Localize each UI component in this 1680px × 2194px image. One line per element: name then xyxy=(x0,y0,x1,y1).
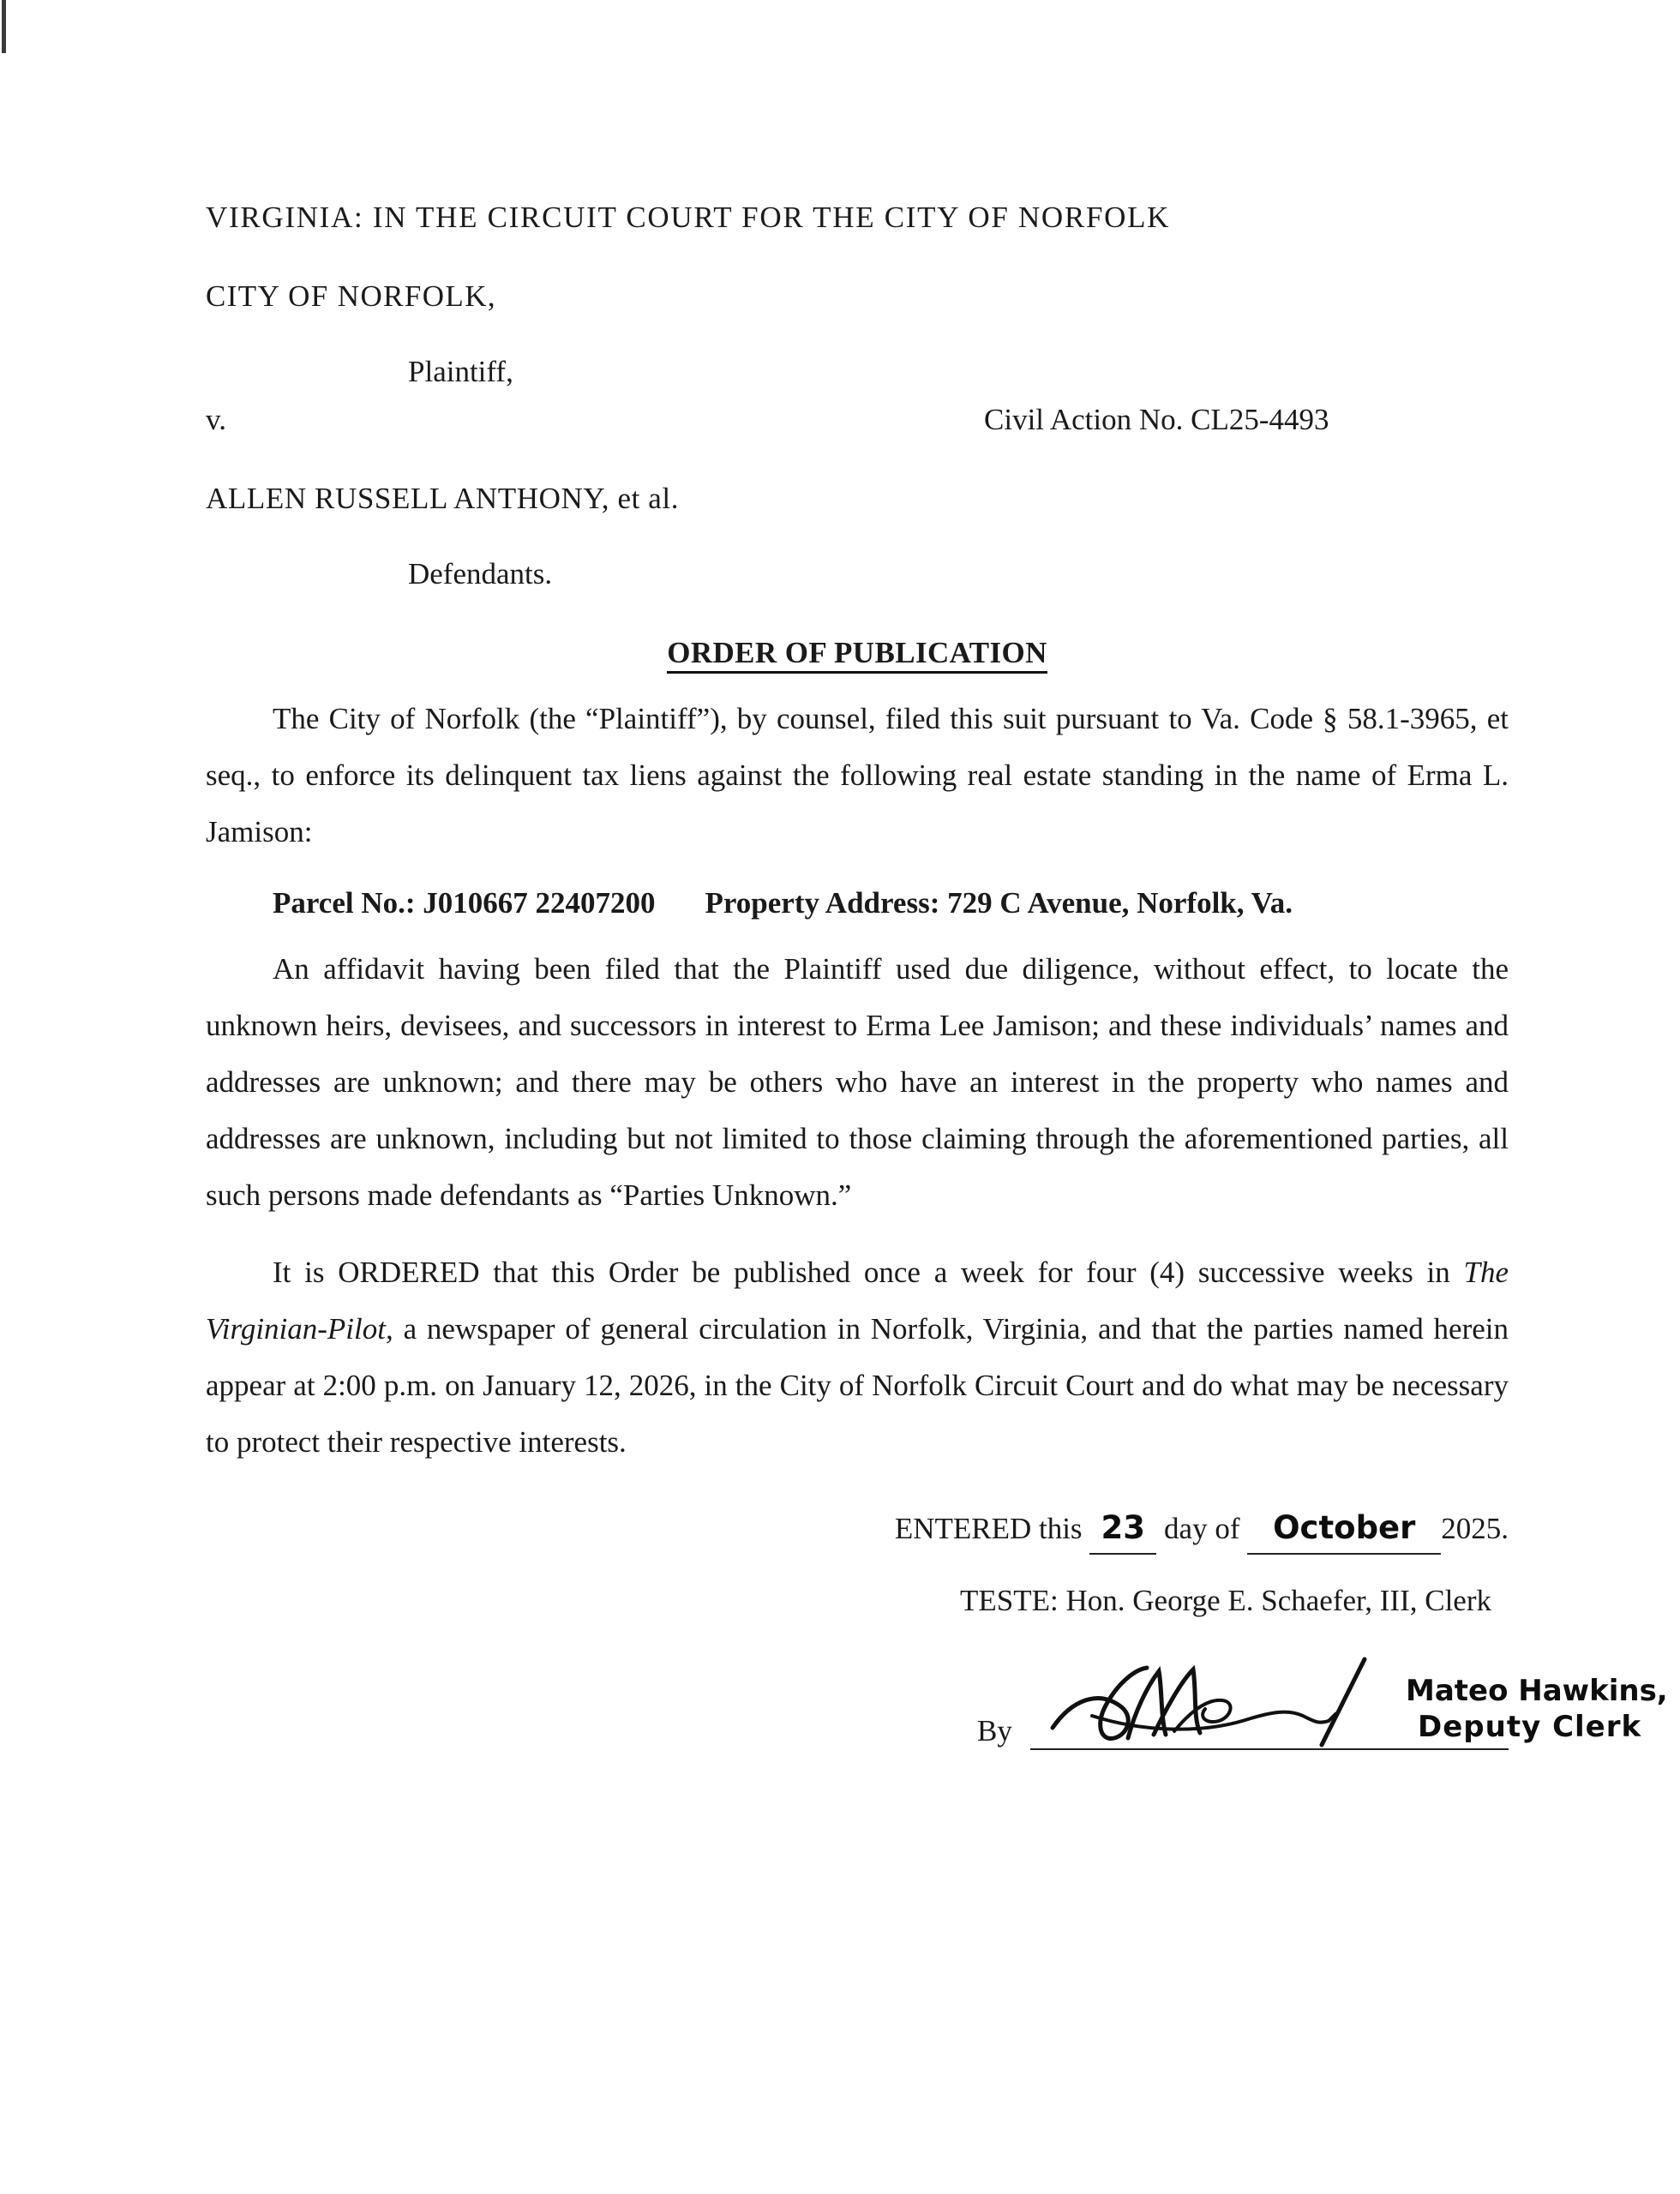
newspaper-name: The Virginian-Pilot, xyxy=(206,1256,1509,1346)
scan-edge-artifact xyxy=(2,0,6,53)
entered-month-value: October xyxy=(1247,1503,1441,1555)
by-label: By xyxy=(977,1714,1012,1747)
handwritten-signature-icon xyxy=(1046,1652,1406,1755)
clerk-name-text: Mateo Hawkins, xyxy=(1406,1674,1668,1708)
paragraph-three-pre: It is ORDERED that this Order be published once a week for four (4) successive weeks in xyxy=(273,1256,1464,1289)
clerk-signature-name xyxy=(1406,1673,1668,1745)
versus-label: v. xyxy=(206,403,226,436)
property-address: Property Address: 729 C Avenue, Norfolk, Va. xyxy=(705,886,1293,920)
entered-year: 2025. xyxy=(1441,1512,1509,1545)
document-body xyxy=(206,0,1668,1764)
closing-block xyxy=(206,1503,1668,1764)
defendant-name: ALLEN RUSSELL ANTHONY, et al. xyxy=(206,482,680,515)
page-title-text: ORDER OF PUBLICATION xyxy=(667,636,1047,674)
entered-day-of-label: day of xyxy=(1164,1512,1240,1545)
entered-day-value: 23 xyxy=(1089,1503,1156,1555)
civil-action-number: Civil Action No. CL25-4493 xyxy=(984,403,1329,436)
plaintiff-label: Plaintiff, xyxy=(408,355,513,388)
court-heading: VIRGINIA: IN THE CIRCUIT COURT FOR THE CITY OF NORFOLK xyxy=(206,201,1171,234)
paragraph-two: An affidavit having been filed that the Plaintiff used due diligence, without effect, to locate the unknown heirs, devisees, and successors in interest to Erma Lee Jamison; and these individuals’ names and addresses are unknown; and there may be others who have an interest in the property who names and addresses are unknown, including but not limited to those claiming through the aforementioned parties, all such persons made defendants as “Parties Unknown.” xyxy=(206,952,1509,1212)
clerk-title-text: Deputy Clerk xyxy=(1418,1710,1642,1744)
paragraph-three xyxy=(206,1244,1509,1471)
defendants-label: Defendants. xyxy=(408,557,553,590)
parcel-and-address-row xyxy=(206,886,1509,920)
teste-line: TESTE: Hon. George E. Schaefer, III, Clerk xyxy=(960,1584,1491,1617)
versus-row xyxy=(206,403,1509,441)
plaintiff-name: CITY OF NORFOLK, xyxy=(206,279,497,313)
entered-prefix: ENTERED this xyxy=(894,1512,1083,1545)
signature-row xyxy=(206,1635,1668,1764)
paragraph-three-post: a newspaper of general circulation in Norfolk, Virginia, and that the parties named herein appear at 2:00 p.m. on January 12, 2026, in the City of Norfolk Circuit Court and do what may be necessary to protect their respective interests. xyxy=(206,1312,1509,1459)
paragraph-one: The City of Norfolk (the “Plaintiff”), by counsel, filed this suit pursuant to Va. Code § 58.1-3965, et seq., to enforce its delinquent tax liens against the following real estate standing in the name of Erma L. Jamison: xyxy=(206,702,1509,848)
parcel-number: Parcel No.: J010667 22407200 xyxy=(273,886,656,920)
entered-date-row xyxy=(206,1503,1509,1555)
page-title xyxy=(206,636,1509,670)
